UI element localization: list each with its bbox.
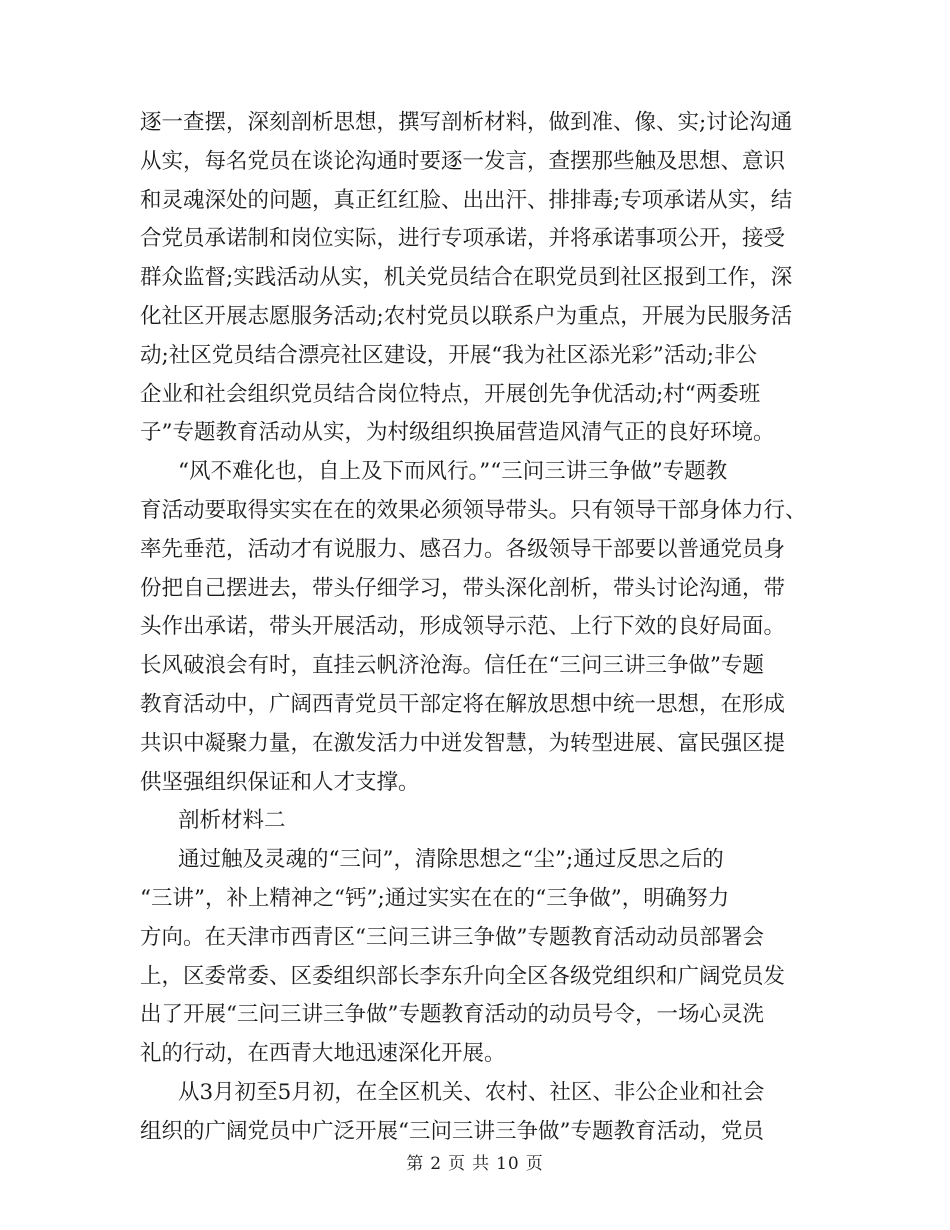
text-line: 和灵魂深处的问题，真正红红脸、出出汗、排排毒;专项承诺从实，结 [140,187,793,213]
text-line: 子”专题教育活动从实，为村级组织换届营造风清气正的良好环境。 [140,420,775,446]
text-line: 共识中凝聚力量，在激发活力中迸发智慧，为转型进展、富民强区提 [140,730,786,756]
section-heading: 剖析材料二 [178,808,286,834]
text-line: 份把自己摆进去，带头仔细学习，带头深化剖析，带头讨论沟通，带 [140,575,786,601]
paragraph-start-line: 从3月初至5月初，在全区机关、农村、社区、非公企业和社会 [178,1079,765,1105]
paragraph-start-line: 通过触及灵魂的“三问”，清除思想之“尘”;通过反思之后的 [178,847,724,873]
text-line: 育活动要取得实实在在的效果必须领导带头。只有领导干部身体力行、 [140,497,807,523]
document-body [140,104,820,1152]
text-line: 教育活动中，广阔西青党员干部定将在解放思想中统一思想，在形成 [140,691,786,717]
text-line: 供坚强组织保证和人才支撑。 [140,769,420,795]
text-line: 合党员承诺制和岗位实际，进行专项承诺，并将承诺事项公开，接受 [140,226,786,252]
text-line: 方向。在天津市西青区“三问三讲三争做”专题教育活动动员部署会 [140,924,764,950]
text-line: 化社区开展志愿服务活动;农村党员以联系户为重点，开展为民服务活 [140,303,793,329]
text-line: 长风破浪会有时，直挂云帆济沧海。信任在“三问三讲三争做”专题 [140,653,764,679]
text-line: 逐一查摆，深刻剖析思想，撰写剖析材料，做到准、像、实;讨论沟通 [140,110,793,135]
text-line: 率先垂范，活动才有说服力、感召力。各级领导干部要以普通党员身 [140,536,786,562]
text-line: 群众监督;实践活动从实，机关党员结合在职党员到社区报到工作，深 [140,265,793,291]
paragraph-start-line: “风不难化也，自上及下而风行。”“三问三讲三争做”专题教 [178,459,728,485]
total-page-count: 10 [496,1154,520,1174]
footer-prefix: 第 [406,1154,425,1174]
text-line: “三讲”，补上精神之“钙”;通过实实在在的“三争做”，明确努力 [140,885,730,911]
footer-suffix: 页 [525,1154,544,1174]
text-line: 头作出承诺，带头开展活动，形成领导示范、上行下效的良好局面。 [140,614,786,640]
text-line: 礼的行动，在西青大地迅速深化开展。 [140,1041,506,1067]
text-line: 上，区委常委、区委组织部长李东升向全区各级党组织和广阔党员发 [140,963,786,989]
page-footer [0,1152,950,1176]
footer-total-word: 共 [472,1154,491,1174]
text-line: 动;社区党员结合漂亮社区建设，开展“我为社区添光彩”活动;非公 [140,342,757,368]
footer-page-word: 页 [448,1154,467,1174]
text-line: 出了开展“三问三讲三争做”专题教育活动的动员号令，一场心灵洗 [140,1002,764,1028]
text-line: 企业和社会组织党员结合岗位特点，开展创先争优活动;村“两委班 [140,381,761,407]
current-page-number: 2 [430,1154,443,1174]
text-line: 从实，每名党员在谈论沟通时要逐一发言，查摆那些触及思想、意识 [140,148,786,174]
text-line: 组织的广阔党员中广泛开展“三问三讲三争做”专题教育活动，党员 [140,1118,764,1144]
